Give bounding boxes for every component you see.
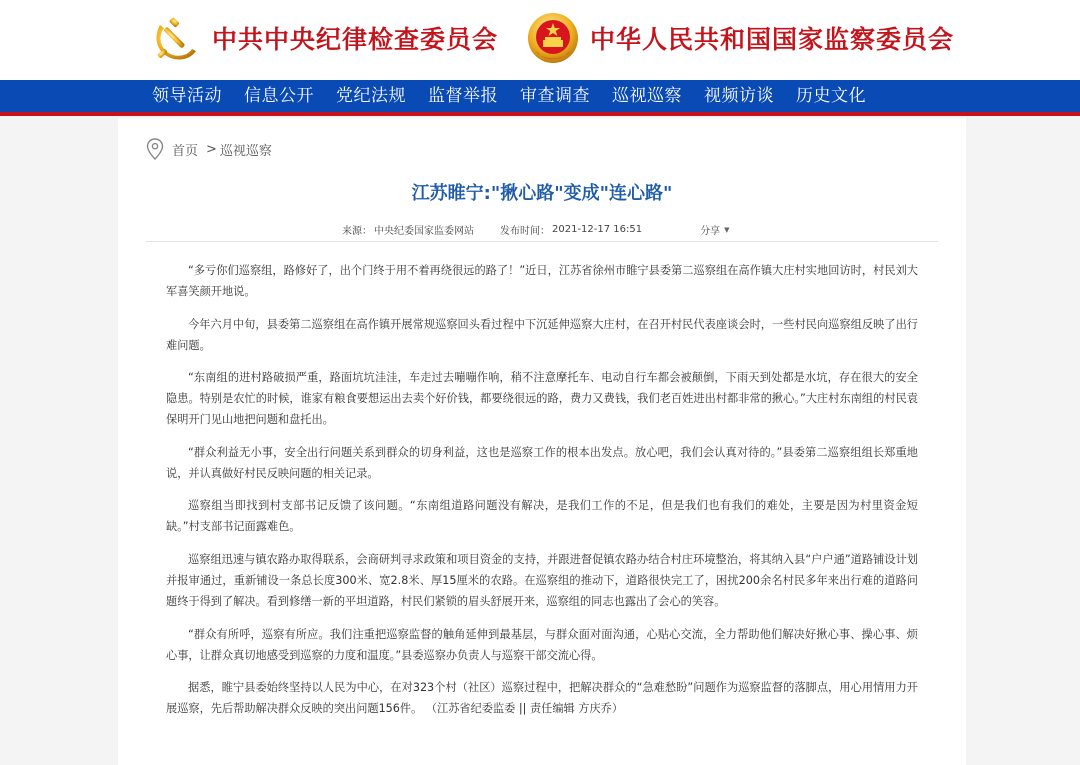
nav-item-disclosure[interactable]: 信息公开: [244, 86, 314, 106]
paragraph: “群众利益无小事，安全出行问题关系到群众的切身利益，这也是巡察工作的根本出发点。放心吧，我们会认真对待的。”县委第二巡察组组长郑重地说，并认真做好村民反映问题的相关记录。: [166, 445, 918, 480]
paragraph: “多亏你们巡察组，路修好了，出个门终于用不着再绕很远的路了！”近日，江苏省徐州市睢宁县委第二巡察组在高作镇大庄村实地回访时，村民刘大军喜笑颜开地说。: [166, 264, 918, 298]
paragraph: 据悉，睢宁县委始终坚持以人民为中心，在对323个村（社区）巡察过程中，把解决群众的“急难愁盼”问题作为巡察监督的落脚点，用心用情用力开展巡察，先后帮助解决群众反映的突出问题156件。 （江苏省纪委监委 || 责任编辑 方庆乔）: [166, 681, 918, 716]
breadcrumb: [146, 138, 272, 160]
chevron-down-icon: ▼: [724, 225, 730, 234]
nav-item-history[interactable]: 历史文化: [796, 86, 866, 106]
paragraph: “群众有所呼，巡察有所应。我们注重把巡察监督的触角延伸到最基层，与群众面对面沟通，心贴心交流，全力帮助他们解决好揪心事、操心事、烦心事，让群众真切地感受到巡察的力度和温度。”县委巡察办负责人与巡察干部交流心得。: [166, 627, 918, 662]
nav-item-inspection[interactable]: 巡视巡察: [612, 86, 682, 106]
site-header: [0, 0, 1080, 80]
article-container: [118, 118, 966, 765]
nav-item-video[interactable]: 视频访谈: [704, 86, 774, 106]
divider: [146, 241, 938, 242]
nav-item-reporting[interactable]: 监督举报: [428, 86, 498, 106]
breadcrumb-current[interactable]: 巡视巡察: [219, 143, 272, 159]
date-label: 发布时间：: [500, 226, 550, 237]
article-title: 江苏睢宁:"揪心路"变成"连心路": [411, 183, 673, 204]
breadcrumb-home-link[interactable]: 首页: [172, 143, 199, 159]
source-label: 来源：: [342, 226, 372, 237]
publish-date: 2021-12-17 16:51: [552, 224, 643, 235]
nav-item-leadership[interactable]: 领导活动: [152, 86, 222, 106]
nsc-brand[interactable]: [526, 8, 954, 68]
source-value: 中央纪委国家监委网站: [374, 226, 474, 237]
article-meta: [342, 222, 730, 237]
national-emblem-icon: [526, 11, 580, 65]
ccdi-brand[interactable]: [148, 8, 498, 68]
paragraph: 巡察组迅速与镇农路办取得联系，会商研判寻求政策和项目资金的支持，并跟进督促镇农路办结合村庄环境整治，将其纳入县“户户通”道路铺设计划并报审通过，重新铺设一条总长度300米、宽2.8米、厚15厘米的农路。在巡察组的推动下，道路很快完工了，困扰200余名村民多年来出行难的道路问题终于得到了解决。看到修缮一新的平坦道路，村民们紧锁的眉头舒展开来，巡察组的同志也露出了会心的笑容。: [166, 552, 918, 608]
location-pin-icon: [146, 138, 164, 160]
share-label: 分享: [700, 226, 721, 237]
share-button[interactable]: [700, 222, 729, 237]
article-body: [166, 260, 918, 731]
party-emblem-icon: [148, 11, 202, 65]
paragraph: “东南组的进村路破损严重，路面坑坑洼洼，车走过去嘣嘣作响，稍不注意摩托车、电动自行车都会被颠倒，下雨天到处都是水坑，存在很大的安全隐患。特别是农忙的时候，谁家有粮食要想运出去卖个好价钱，都要绕很远的路，费力又费钱，我们老百姓进出村都非常的揪心。”大庄村东南组的村民袁保明开门见山地把问题和盘托出。: [166, 371, 918, 427]
main-nav: [0, 80, 1080, 116]
breadcrumb-separator: >: [206, 141, 217, 157]
paragraph: 巡察组当即找到村支部书记反馈了该问题。“东南组道路问题没有解决，是我们工作的不足，但是我们也有我们的难处，主要是因为村里资金短缺。”村支部书记面露难色。: [166, 499, 918, 534]
paragraph: 今年六月中旬，县委第二巡察组在高作镇开展常规巡察回头看过程中下沉延伸巡察大庄村，在召开村民代表座谈会时，一些村民向巡察组反映了出行难问题。: [166, 317, 918, 352]
nsc-name: 中华人民共和国国家监察委员会: [590, 25, 955, 54]
nav-item-regulations[interactable]: 党纪法规: [336, 86, 406, 106]
ccdi-name: 中共中央纪律检查委员会: [212, 25, 499, 54]
nav-item-investigation[interactable]: 审查调查: [520, 86, 590, 106]
